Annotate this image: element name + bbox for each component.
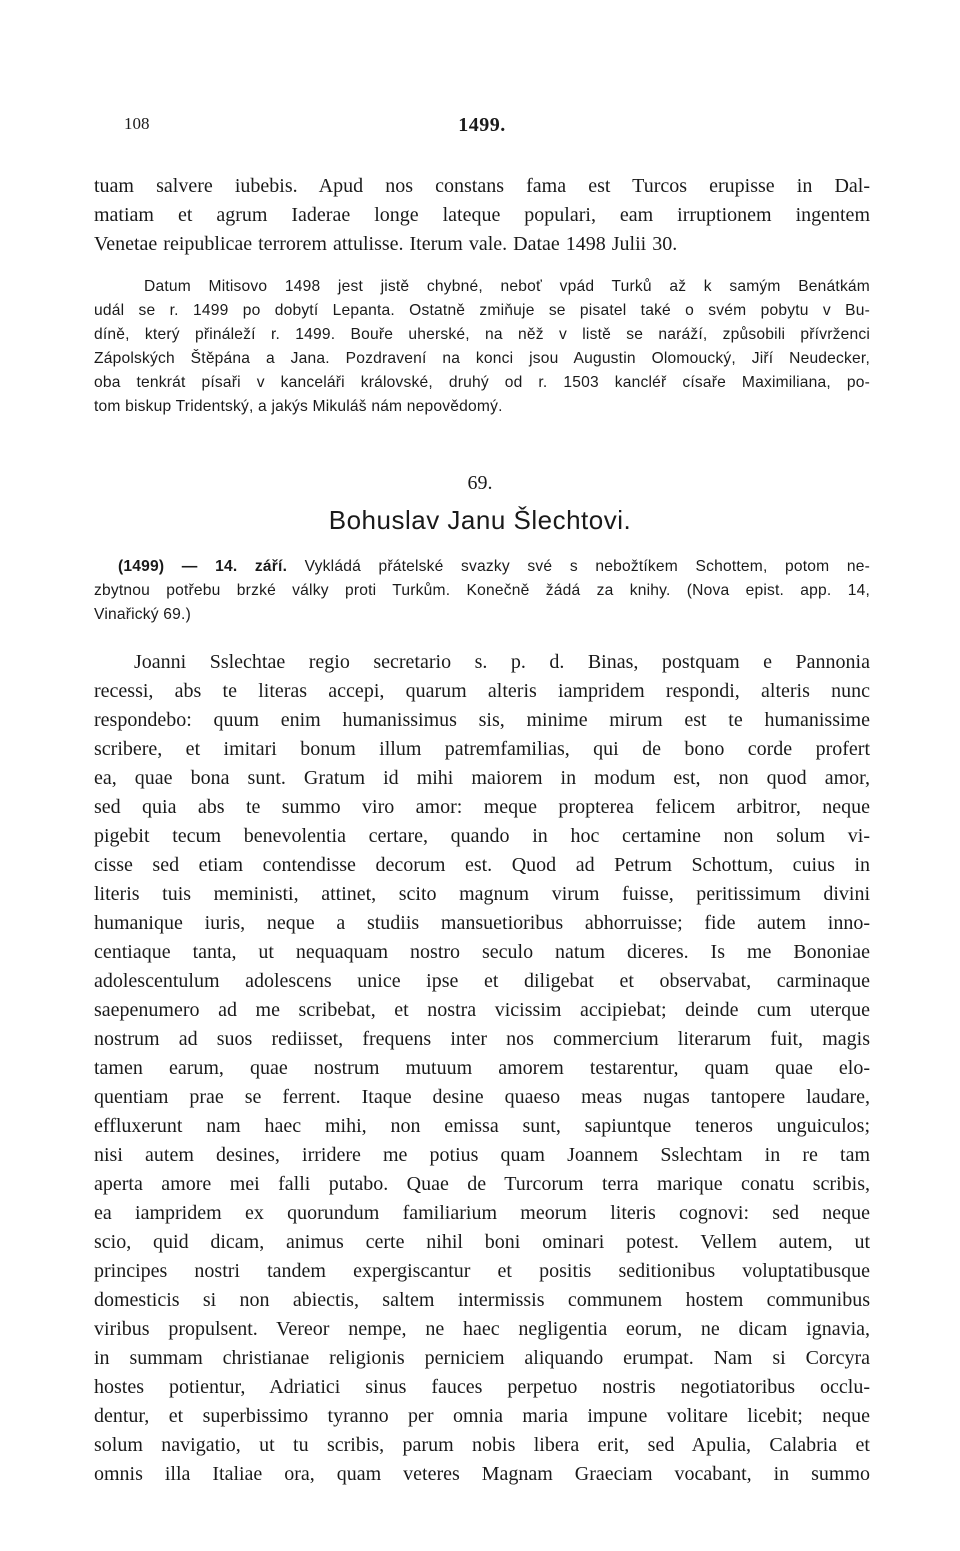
letter-body <box>94 648 870 1489</box>
text-line: nisi autem desines, irridere me potius quam Joannem Sslechtam in re tam <box>94 1144 870 1166</box>
text-line: solum navigatio, ut tu scribis, parum nobis libera erit, sed Apulia, Calabria et <box>94 1434 870 1456</box>
text-line: pigebit tecum benevolentia certare, quando in hoc certamine non solum vi- <box>94 825 870 847</box>
text-line: tom biskup Tridentský, a jakýs Mikuláš nám nepovědomý. <box>94 398 503 415</box>
text-line: recessi, abs te literas accepi, quarum alteris iampridem respondi, alteris nunc <box>94 680 870 702</box>
text-line: oba tenkrát písaři v kanceláři královské, druhý od r. 1503 kancléř císaře Maximiliana, po- <box>94 374 870 391</box>
text-line: literis tuis meministi, attinet, scito magnum virum fuisse, peritissimum divini <box>94 883 870 905</box>
text-line: dentur, et superbissimo tyranno per omnia maria impune volitare licebit; neque <box>94 1405 870 1427</box>
text-line: in summam christianae religionis perniciem aliquando erumpat. Nam si Corcyra <box>94 1347 870 1369</box>
text-line: respondebo: quum enim humanissimus sis, minime mirum est te humanissime <box>94 709 870 731</box>
text-line: zbytnou potřebu brzké války proti Turkům. Konečně žádá za knihy. (Nova epist. app. 14, <box>94 582 870 599</box>
text-line: ea, quae bona sunt. Gratum id mihi maiorem in modum est, non quod amor, <box>94 767 870 789</box>
text-line: tuam salvere iubebis. Apud nos constans fama est Turcos erupisse in Dal- <box>94 175 870 197</box>
text-line: tamen earum, quae nostrum mutuum amorem testarentur, quam quae elo- <box>94 1057 870 1079</box>
text-line: Venetae reipublicae terrorem attulisse. Iterum vale. Datae 1498 Julii 30. <box>94 233 678 255</box>
text-line: principes nostri tandem expergiscantur et positis seditionibus voluptatibusque <box>94 1260 870 1282</box>
text-line: saepenumero ad me scribebat, et nostra vicissim accipiebat; deinde cum uterque <box>94 999 870 1021</box>
text-line: ea iampridem ex quorundum familiarium meorum literis cognovi: sed neque <box>94 1202 870 1224</box>
text-line: Joanni Sslechtae regio secretario s. p. d. Binas, postquam e Pannonia <box>134 651 870 673</box>
editorial-commentary <box>94 275 870 419</box>
letter-number: 69. <box>467 472 493 494</box>
text-line: díně, který přináleží r. 1499. Bouře uherské, na něž v listě se naráží, způsobili přívrženci <box>94 326 870 343</box>
letter-summary <box>94 555 870 627</box>
text-line: Vinařický 69.) <box>94 606 191 623</box>
text-line: sed quia abs te summo viro amor: meque propterea felicem arbitror, neque <box>94 796 870 818</box>
page-header <box>94 114 870 140</box>
text-line: Datum Mitisovo 1498 jest jistě chybné, neboť vpád Turků až k samým Benátkám <box>144 278 870 295</box>
letter-date: (1499) — 14. září. <box>118 558 288 575</box>
text-line: quentiam prae se ferrent. Itaque desine quaeso meas nugas tantopere laudare, <box>94 1086 870 1108</box>
page-number: 108 <box>124 114 150 133</box>
text-line: viribus propulsent. Vereor nempe, ne haec negligentia eorum, ne dicam ignavia, <box>94 1318 870 1340</box>
summary-line-first <box>94 555 870 579</box>
text-line: centiaque tanta, ut nequaquam nostro seculo natum diceres. Is me Bononiae <box>94 941 870 963</box>
text-line: udál se r. 1499 po dobytí Lepanta. Ostatně zmiňuje se pisatel také o svém pobytu v Bu- <box>94 302 870 319</box>
text-line: adolescentulum adolescens unice ipse et diligebat et observabat, carminaque <box>94 970 870 992</box>
text-line: Zápolských Štěpána a Jana. Pozdravení na konci jsou Augustin Olomoucký, Jiří Neudecker, <box>94 350 870 367</box>
summary-text: Vykládá přátelské svazky své s nebožtíkem Schottem, potom ne- <box>287 558 870 575</box>
text-line: matiam et agrum Iaderae longe lateque populari, eam irruptionem ingentem <box>94 204 870 226</box>
text-line: aperta amore mei falli putabo. Quae de Turcorum terra marique conatu scribis, <box>94 1173 870 1195</box>
text-line: omnis illa Italiae ora, quam veteres Magnam Graeciam vocabant, in summo <box>94 1463 870 1485</box>
text-line: domesticis si non abiectis, saltem intermissis communem hostem communibus <box>94 1289 870 1311</box>
running-head: 1499. <box>458 114 506 136</box>
text-line: scribere, et imitari bonum illum patremfamilias, qui de bono corde profert <box>94 738 870 760</box>
text-line: scio, quid dicam, animus certe nihil boni ominari potest. Vellem autem, ut <box>94 1231 870 1253</box>
text-line: hostes potientur, Adriatici sinus fauces perpetuo nostris negotiatoribus occlu- <box>94 1376 870 1398</box>
text-line: nostrum ad suos rediisset, frequens inter nos commercium literarum fuit, magis <box>94 1028 870 1050</box>
letter-title: Bohuslav Janu Šlechtovi. <box>328 505 632 535</box>
text-line: effluxerunt nam haec mihi, non emissa sunt, sapiuntque teneros unguiculos; <box>94 1115 870 1137</box>
text-line: cisse sed etiam contendisse decorum est. Quod ad Petrum Schottum, cuius in <box>94 854 870 876</box>
text-line: humanique iuris, neque a studiis mansuetioribus abhorruisse; fide autem inno- <box>94 912 870 934</box>
previous-letter-ending <box>94 172 870 259</box>
